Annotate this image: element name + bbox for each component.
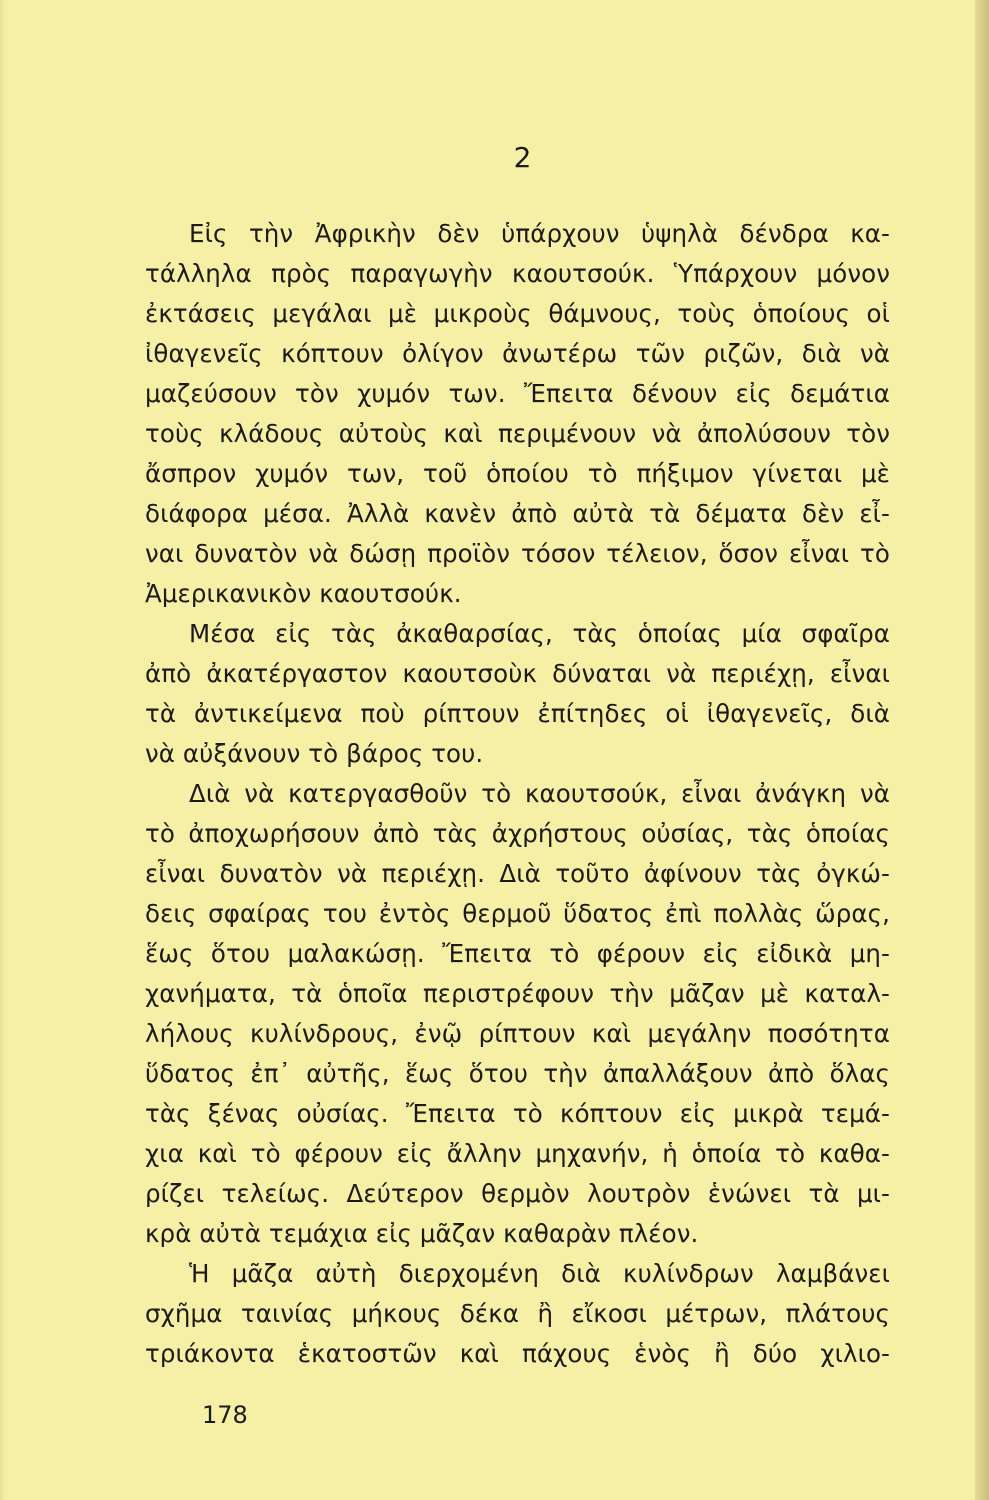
text-line: τὰς ξένας οὐσίας. Ἔπειτα τὸ κόπτουν εἰς μικρὰ τεμά- bbox=[145, 1099, 890, 1128]
page-right-edge bbox=[975, 0, 989, 1500]
text-line: διάφορα μέσα. Ἀλλὰ κανὲν ἀπὸ αὐτὰ τὰ δέματα δὲν εἶ- bbox=[145, 499, 890, 528]
text-line: Ἡ μᾶζα αὐτὴ διερχομένη διὰ κυλίνδρων λαμβάνει bbox=[189, 1259, 890, 1288]
text-line: λήλους κυλίνδρους, ἐνῷ ρίπτουν καὶ μεγάλην ποσότητα bbox=[145, 1019, 890, 1048]
text-line: ἐκτάσεις μεγάλαι μὲ μικροὺς θάμνους, τοὺς ὁποίους οἱ bbox=[145, 299, 890, 328]
text-line: τὰ ἀντικείμενα ποὺ ρίπτουν ἐπίτηδες οἱ ἰθαγενεῖς, διὰ bbox=[145, 699, 890, 728]
text-line: Ἀμερικανικὸν καουτσούκ. bbox=[145, 579, 462, 608]
text-line: σχῆμα ταινίας μήκους δέκα ἢ εἴκοσι μέτρων, πλάτους bbox=[145, 1299, 890, 1328]
text-line: χια καὶ τὸ φέρουν εἰς ἄλλην μηχανήν, ἡ ὁποία τὸ καθα- bbox=[145, 1139, 890, 1168]
text-line: Διὰ νὰ κατεργασθοῦν τὸ καουτσούκ, εἶναι ἀνάγκη νὰ bbox=[189, 779, 890, 808]
text-line: Εἰς τὴν Ἀφρικὴν δὲν ὑπάρχουν ὑψηλὰ δένδρα κα- bbox=[189, 219, 890, 248]
chapter-number: 2 bbox=[513, 141, 532, 174]
text-line: τάλληλα πρὸς παραγωγὴν καουτσούκ. Ὑπάρχουν μόνον bbox=[145, 259, 890, 288]
text-line: τὸ ἀποχωρήσουν ἀπὸ τὰς ἀχρήστους οὐσίας, τὰς ὁποίας bbox=[145, 819, 890, 848]
text-line: ἕως ὅτου μαλακώσῃ. Ἔπειτα τὸ φέρουν εἰς εἰδικὰ μη- bbox=[145, 939, 890, 968]
text-line: εἶναι δυνατὸν νὰ περιέχῃ. Διὰ τοῦτο ἀφίνουν τὰς ὀγκώ- bbox=[145, 859, 890, 888]
text-line: Μέσα εἰς τὰς ἀκαθαρσίας, τὰς ὁποίας μία σφαῖρα bbox=[189, 619, 890, 648]
text-line: δεις σφαίρας του ἐντὸς θερμοῦ ὕδατος ἐπὶ πολλὰς ὥρας, bbox=[145, 899, 890, 928]
text-line: ὕδατος ἐπ᾽ αὐτῆς, ἕως ὅτου τὴν ἀπαλλάξουν ἀπὸ ὅλας bbox=[145, 1059, 890, 1088]
body-text bbox=[145, 214, 890, 1374]
text-line: ἰθαγενεῖς κόπτουν ὀλίγον ἀνωτέρω τῶν ριζῶν, διὰ νὰ bbox=[145, 339, 890, 368]
text-line: ἄσπρον χυμόν των, τοῦ ὁποίου τὸ πήξιμον γίνεται μὲ bbox=[145, 459, 890, 488]
text-line: κρὰ αὐτὰ τεμάχια εἰς μᾶζαν καθαρὰν πλέον. bbox=[145, 1219, 699, 1248]
text-line: ἀπὸ ἀκατέργαστον καουτσοὺκ δύναται νὰ περιέχῃ, εἶναι bbox=[145, 659, 890, 688]
page-number: 178 bbox=[202, 1401, 248, 1429]
page-left-shadow bbox=[0, 0, 6, 1500]
text-line: μαζεύσουν τὸν χυμόν των. Ἔπειτα δένουν εἰς δεμάτια bbox=[145, 379, 890, 408]
text-line: χανήματα, τὰ ὁποῖα περιστρέφουν τὴν μᾶζαν μὲ καταλ- bbox=[145, 979, 890, 1008]
text-line: τριάκοντα ἑκατοστῶν καὶ πάχους ἑνὸς ἢ δύο χιλιο- bbox=[145, 1339, 890, 1368]
text-line: τοὺς κλάδους αὐτοὺς καὶ περιμένουν νὰ ἀπολύσουν τὸν bbox=[145, 419, 890, 448]
text-line: ναι δυνατὸν νὰ δώσῃ προϊὸν τόσον τέλειον, ὅσον εἶναι τὸ bbox=[145, 539, 890, 568]
text-line: ρίζει τελείως. Δεύτερον θερμὸν λουτρὸν ἑνώνει τὰ μι- bbox=[145, 1179, 890, 1208]
text-line: νὰ αὐξάνουν τὸ βάρος του. bbox=[145, 739, 484, 768]
